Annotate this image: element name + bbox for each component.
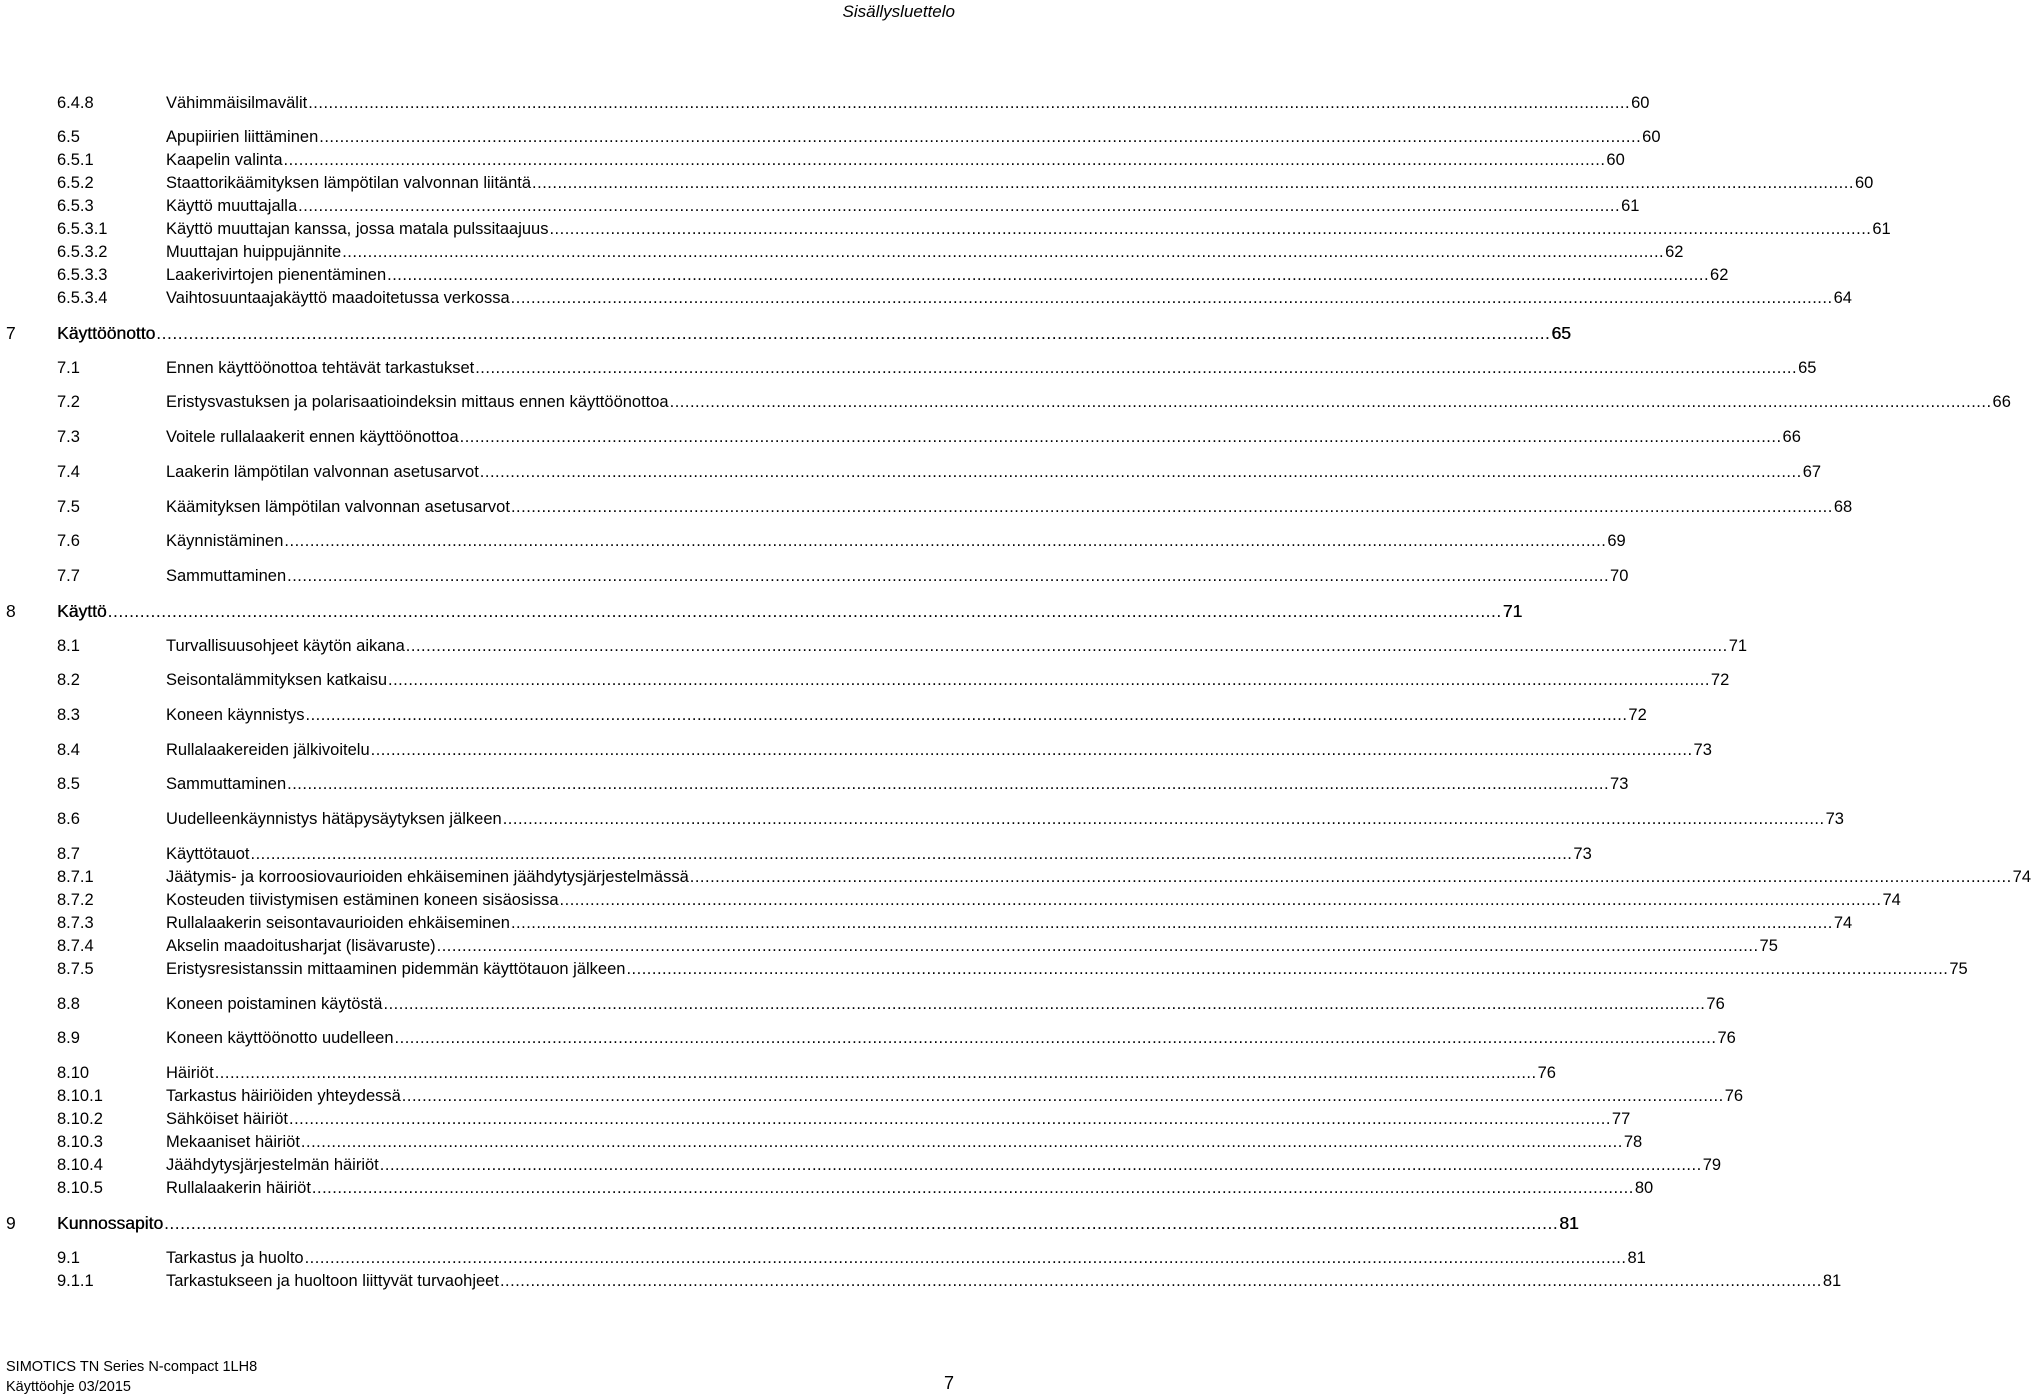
toc-dot-leader: ....................................................................................................................................................................................................................................................................	[394, 1029, 1717, 1047]
toc-entry-line	[166, 704, 1647, 726]
toc-entry-line	[166, 426, 1801, 448]
toc-entry-number: 8.7.5	[57, 960, 94, 978]
toc-entry-line	[166, 635, 1748, 657]
toc-entry-page: 74	[1833, 914, 1853, 932]
toc-dot-leader: ....................................................................................................................................................................................................................................................................	[510, 498, 1833, 516]
toc-entry[interactable]	[0, 426, 1801, 448]
toc-entry-page: 72	[1628, 706, 1647, 724]
toc-entry-page: 75	[1759, 937, 1778, 955]
toc-entry-line	[57, 322, 1571, 344]
toc-entry-line	[166, 530, 1626, 552]
toc-entry-line	[166, 126, 1661, 148]
toc-entry[interactable]	[0, 773, 1629, 795]
toc-entry-page: 76	[1717, 1029, 1736, 1047]
toc-entry-line	[166, 92, 1650, 114]
toc-entry-title: Laakerin lämpötilan valvonnan asetusarvot	[166, 463, 479, 481]
toc-entry[interactable]	[0, 530, 1626, 552]
toc-entry-title: Tarkastus ja huolto	[166, 1249, 304, 1267]
toc-entry[interactable]	[0, 195, 1640, 217]
toc-entry-line	[166, 1108, 1631, 1130]
toc-dot-leader: ....................................................................................................................................................................................................................................................................	[107, 601, 1502, 621]
toc-entry-title: Rullalaakerin seisontavaurioiden ehkäiseminen	[166, 914, 510, 932]
toc-entry[interactable]	[0, 1177, 1654, 1199]
toc-entry-title: Kosteuden tiivistymisen estäminen koneen sisäosissa	[166, 891, 559, 909]
toc-entry-page: 64	[1833, 289, 1852, 307]
toc-entry[interactable]	[0, 739, 1712, 761]
toc-entry-number: 6.5.3	[57, 197, 94, 215]
page-header-title: Sisällysluettelo	[842, 2, 955, 21]
toc-dot-leader: ....................................................................................................................................................................................................................................................................	[300, 1133, 1623, 1151]
toc-entry-number: 9	[6, 1213, 16, 1233]
toc-entry[interactable]	[0, 287, 1852, 309]
toc-entry-page: 77	[1611, 1110, 1631, 1128]
toc-entry-number: 7.2	[57, 393, 80, 411]
toc-entry-number: 8.10.4	[57, 1156, 103, 1174]
toc-dot-leader: ....................................................................................................................................................................................................................................................................	[499, 1272, 1822, 1290]
toc-dot-leader: ....................................................................................................................................................................................................................................................................	[304, 1249, 1627, 1267]
toc-entry[interactable]	[0, 461, 1822, 483]
toc-entry[interactable]	[0, 704, 1647, 726]
toc-dot-leader: ....................................................................................................................................................................................................................................................................	[401, 1087, 1724, 1105]
toc-entry-title: Kaapelin valinta	[166, 151, 283, 169]
toc-entry-line	[166, 241, 1684, 263]
toc-entry-title: Koneen käyttöönotto uudelleen	[166, 1029, 394, 1047]
toc-entry-number: 7.1	[57, 359, 80, 377]
toc-entry-number: 6.5.3.2	[57, 243, 108, 261]
toc-dot-leader: ....................................................................................................................................................................................................................................................................	[510, 914, 1833, 932]
toc-entry-number: 8.3	[57, 706, 80, 724]
toc-entry-title: Seisontalämmityksen katkaisu	[166, 671, 388, 689]
toc-dot-leader: ....................................................................................................................................................................................................................................................................	[388, 671, 1710, 689]
toc-entry-page: 65	[1798, 359, 1817, 377]
toc-entry[interactable]	[0, 218, 1891, 240]
toc-dot-leader: ....................................................................................................................................................................................................................................................................	[559, 891, 1882, 909]
toc-entry-title: Ennen käyttöönottoa tehtävät tarkastukset	[166, 359, 475, 377]
toc-entry-title: Sammuttaminen	[166, 567, 287, 585]
toc-dot-leader: ....................................................................................................................................................................................................................................................................	[383, 995, 1706, 1013]
toc-entry-line	[166, 357, 1817, 379]
toc-entry[interactable]	[0, 391, 2011, 413]
toc-entry-line	[166, 1270, 1842, 1292]
toc-entry[interactable]	[0, 357, 1817, 379]
toc-dot-leader: ....................................................................................................................................................................................................................................................................	[475, 359, 1798, 377]
toc-entry-page: 76	[1537, 1064, 1556, 1082]
toc-entry-line	[166, 218, 1891, 240]
toc-entry[interactable]	[0, 1027, 1736, 1049]
toc-entry-title: Eristysresistanssin mittaaminen pidemmän käyttötauon jälkeen	[166, 960, 626, 978]
toc-entry-title: Käyttö muuttajalla	[166, 197, 298, 215]
toc-entry-page: 62	[1710, 266, 1729, 284]
toc-dot-leader: ....................................................................................................................................................................................................................................................................	[319, 128, 1642, 146]
toc-dot-leader: ....................................................................................................................................................................................................................................................................	[214, 1064, 1537, 1082]
toc-entry[interactable]	[0, 993, 1725, 1015]
toc-entry-page: 61	[1621, 197, 1640, 215]
toc-entry-page: 81	[1559, 1213, 1579, 1233]
toc-entry-line	[166, 669, 1730, 691]
toc-entry-title: Jäätymis- ja korroosiovaurioiden ehkäiseminen jäähdytysjärjestelmässä	[166, 868, 689, 886]
toc-entry[interactable]	[0, 958, 1968, 980]
toc-entry[interactable]	[0, 935, 1778, 957]
toc-dot-leader: ....................................................................................................................................................................................................................................................................	[436, 937, 1759, 955]
toc-dot-leader: ....................................................................................................................................................................................................................................................................	[311, 1179, 1634, 1197]
toc-entry-line	[166, 958, 1968, 980]
toc-entry-title: Laakerivirtojen pienentäminen	[166, 266, 387, 284]
toc-entry-page: 60	[1854, 174, 1874, 192]
toc-entry-number: 6.5.3.4	[57, 289, 108, 307]
toc-entry-page: 66	[1782, 428, 1801, 446]
toc-entry-number: 8.7	[57, 845, 80, 863]
toc-entry-number: 8.5	[57, 775, 80, 793]
toc-entry-line	[166, 461, 1822, 483]
toc-entry-line	[166, 773, 1629, 795]
toc-entry-number: 8.7.4	[57, 937, 94, 955]
toc-entry-title: Vähimmäisilmavälit	[166, 94, 308, 112]
toc-entry[interactable]	[0, 843, 1592, 865]
toc-entry-line	[166, 1131, 1643, 1153]
toc-entry-page: 60	[1606, 151, 1625, 169]
toc-entry-line	[166, 1177, 1654, 1199]
toc-entry-title: Käyttö muuttajan kanssa, jossa matala pulssitaajuus	[166, 220, 549, 238]
toc-entry-number: 6.4.8	[57, 94, 94, 112]
toc-entry[interactable]	[0, 1154, 1722, 1176]
footer-manual-date: Käyttöohje 03/2015	[6, 1379, 131, 1395]
toc-chapter-entry[interactable]	[0, 600, 1523, 622]
toc-entry-line	[166, 808, 1844, 830]
toc-dot-leader: ....................................................................................................................................................................................................................................................................	[405, 637, 1728, 655]
toc-entry-page: 76	[1706, 995, 1725, 1013]
toc-entry[interactable]	[0, 912, 1853, 934]
toc-dot-leader: ....................................................................................................................................................................................................................................................................	[308, 94, 1631, 112]
toc-entry-number: 6.5	[57, 128, 80, 146]
toc-entry[interactable]	[0, 1085, 1744, 1107]
toc-dot-leader: ....................................................................................................................................................................................................................................................................	[502, 810, 1825, 828]
toc-entry-number: 6.5.2	[57, 174, 94, 192]
toc-entry[interactable]	[0, 149, 1625, 171]
toc-entry-page: 68	[1833, 498, 1853, 516]
toc-entry-number: 7.5	[57, 498, 80, 516]
toc-entry-number: 8.1	[57, 637, 80, 655]
toc-entry-line	[57, 1212, 1579, 1234]
toc-dot-leader: ....................................................................................................................................................................................................................................................................	[387, 266, 1710, 284]
toc-dot-leader: ....................................................................................................................................................................................................................................................................	[549, 220, 1872, 238]
toc-entry[interactable]	[0, 172, 1874, 194]
toc-dot-leader: ....................................................................................................................................................................................................................................................................	[459, 428, 1782, 446]
toc-entry-number: 8.7.1	[57, 868, 94, 886]
toc-entry-title: Rullalaakereiden jälkivoitelu	[166, 741, 370, 759]
toc-entry-title: Vaihtosuuntaajakäyttö maadoitetussa verkossa	[166, 289, 510, 307]
toc-entry-page: 60	[1631, 94, 1650, 112]
toc-entry-number: 8.7.3	[57, 914, 94, 932]
toc-dot-leader: ....................................................................................................................................................................................................................................................................	[156, 323, 1551, 343]
toc-entry-page: 67	[1802, 463, 1822, 481]
toc-entry[interactable]	[0, 669, 1730, 691]
toc-entry-page: 75	[1949, 960, 1968, 978]
toc-entry-line	[166, 1062, 1556, 1084]
toc-entry-title: Tarkastus häiriöiden yhteydessä	[166, 1087, 401, 1105]
toc-entry[interactable]	[0, 866, 2031, 888]
toc-entry-title: Häiriöt	[166, 1064, 214, 1082]
toc-entry[interactable]	[0, 1247, 1646, 1269]
toc-entry-page: 71	[1502, 601, 1523, 621]
toc-dot-leader: ....................................................................................................................................................................................................................................................................	[287, 775, 1610, 793]
toc-dot-leader: ....................................................................................................................................................................................................................................................................	[305, 706, 1628, 724]
toc-entry-title: Sähköiset häiriöt	[166, 1110, 288, 1128]
toc-entry-number: 8.2	[57, 671, 80, 689]
toc-entry-title: Käyttötauot	[166, 845, 250, 863]
toc-entry[interactable]	[0, 808, 1844, 830]
toc-entry-line	[166, 935, 1778, 957]
toc-entry-title: Käyttö	[57, 601, 107, 621]
toc-entry-title: Koneen käynnistys	[166, 706, 305, 724]
toc-entry-page: 73	[1693, 741, 1712, 759]
toc-entry-page: 74	[1882, 891, 1901, 909]
toc-entry-page: 61	[1872, 220, 1891, 238]
toc-entry-title: Eristysvastuksen ja polarisaatioindeksin mittaus ennen käyttöönottoa	[166, 393, 669, 411]
toc-entry-page: 73	[1825, 810, 1844, 828]
toc-entry-title: Sammuttaminen	[166, 775, 287, 793]
toc-entry-line	[166, 866, 2031, 888]
toc-entry-number: 7.7	[57, 567, 80, 585]
toc-entry-title: Mekaaniset häiriöt	[166, 1133, 300, 1151]
toc-entry[interactable]	[0, 565, 1629, 587]
toc-entry-number: 8.10.5	[57, 1179, 103, 1197]
toc-entry-title: Kunnossapito	[57, 1213, 164, 1233]
toc-dot-leader: ....................................................................................................................................................................................................................................................................	[250, 845, 1573, 863]
toc-entry-line	[166, 739, 1712, 761]
toc-entry-number: 8.4	[57, 741, 80, 759]
toc-entry-line	[166, 912, 1853, 934]
toc-entry-line	[166, 843, 1592, 865]
toc-entry-number: 6.5.3.1	[57, 220, 108, 238]
toc-entry-number: 6.5.3.3	[57, 266, 108, 284]
toc-entry-line	[166, 287, 1852, 309]
toc-entry-page: 72	[1710, 671, 1730, 689]
toc-entry-title: Tarkastukseen ja huoltoon liittyvät turvaohjeet	[166, 1272, 499, 1290]
toc-entry-number: 7.3	[57, 428, 80, 446]
footer-product: SIMOTICS TN Series N-compact 1LH8	[6, 1359, 258, 1375]
toc-chapter-entry[interactable]	[0, 322, 1571, 344]
toc-entry-number: 8.10.1	[57, 1087, 103, 1105]
toc-dot-leader: ....................................................................................................................................................................................................................................................................	[287, 567, 1610, 585]
toc-entry-page: 70	[1610, 567, 1629, 585]
toc-entry-title: Turvallisuusohjeet käytön aikana	[166, 637, 405, 655]
toc-dot-leader: ....................................................................................................................................................................................................................................................................	[379, 1156, 1702, 1174]
toc-entry-number: 7.4	[57, 463, 80, 481]
toc-entry[interactable]	[0, 889, 1901, 911]
toc-entry-title: Koneen poistaminen käytöstä	[166, 995, 383, 1013]
toc-dot-leader: ....................................................................................................................................................................................................................................................................	[298, 197, 1621, 215]
toc-entry-page: 81	[1822, 1272, 1842, 1290]
toc-entry-number: 9.1	[57, 1249, 80, 1267]
toc-entry-page: 74	[2012, 868, 2031, 886]
toc-entry-line	[166, 1154, 1722, 1176]
toc-entry-page: 66	[1992, 393, 2011, 411]
toc-entry-page: 73	[1573, 845, 1592, 863]
toc-entry[interactable]	[0, 264, 1729, 286]
toc-entry-page: 79	[1702, 1156, 1722, 1174]
toc-dot-leader: ....................................................................................................................................................................................................................................................................	[479, 463, 1802, 481]
toc-entry[interactable]	[0, 126, 1661, 148]
toc-entry-number: 8.9	[57, 1029, 80, 1047]
toc-dot-leader: ....................................................................................................................................................................................................................................................................	[342, 243, 1665, 261]
toc-entry-line	[57, 600, 1523, 622]
toc-entry-title: Apupiirien liittäminen	[166, 128, 319, 146]
toc-dot-leader: ....................................................................................................................................................................................................................................................................	[669, 393, 1992, 411]
toc-entry[interactable]	[0, 496, 1853, 518]
toc-entry-line	[166, 391, 2011, 413]
toc-dot-leader: ....................................................................................................................................................................................................................................................................	[284, 532, 1607, 550]
toc-entry-page: 62	[1665, 243, 1684, 261]
toc-entry-title: Uudelleenkäynnistys hätäpysäytyksen jälkeen	[166, 810, 502, 828]
toc-entry-title: Käämityksen lämpötilan valvonnan asetusarvot	[166, 498, 510, 516]
toc-entry[interactable]	[0, 1062, 1556, 1084]
toc-entry-page: 71	[1728, 637, 1748, 655]
toc-entry-number: 7.6	[57, 532, 80, 550]
toc-entry-page: 76	[1724, 1087, 1744, 1105]
toc-entry-line	[166, 1027, 1736, 1049]
toc-entry-title: Staattorikäämityksen lämpötilan valvonnan liitäntä	[166, 174, 532, 192]
toc-entry-line	[166, 1247, 1646, 1269]
toc-entry-page: 78	[1623, 1133, 1643, 1151]
toc-entry-line	[166, 264, 1729, 286]
toc-entry-number: 8.7.2	[57, 891, 94, 909]
toc-entry-line	[166, 1085, 1744, 1107]
toc-entry-number: 8.10.2	[57, 1110, 103, 1128]
toc-chapter-entry[interactable]	[0, 1212, 1579, 1234]
toc-entry-title: Rullalaakerin häiriöt	[166, 1179, 311, 1197]
toc-entry[interactable]	[0, 1270, 1842, 1292]
toc-entry-line	[166, 496, 1853, 518]
toc-entry-line	[166, 889, 1901, 911]
toc-entry[interactable]	[0, 241, 1684, 263]
toc-entry-number: 8.10.3	[57, 1133, 103, 1151]
toc-entry-number: 8.10	[57, 1064, 90, 1082]
toc-entry-title: Muuttajan huippujännite	[166, 243, 342, 261]
toc-entry[interactable]	[0, 1131, 1643, 1153]
toc-entry-line	[166, 565, 1629, 587]
footer-page-number: 7	[943, 1373, 954, 1393]
toc-entry-page: 60	[1642, 128, 1661, 146]
toc-entry[interactable]	[0, 92, 1650, 114]
toc-entry-title: Voitele rullalaakerit ennen käyttöönottoa	[166, 428, 459, 446]
toc-entry[interactable]	[0, 635, 1748, 657]
toc-entry-title: Käynnistäminen	[166, 532, 284, 550]
toc-dot-leader: ....................................................................................................................................................................................................................................................................	[289, 1110, 1611, 1128]
toc-entry-page: 73	[1610, 775, 1629, 793]
toc-entry-page: 81	[1627, 1249, 1646, 1267]
toc-entry-title: Käyttöönotto	[57, 323, 156, 343]
toc-entry-number: 8	[6, 601, 16, 621]
toc-entry-number: 9.1.1	[57, 1272, 94, 1290]
toc-entry-page: 65	[1551, 323, 1571, 343]
toc-entry-number: 6.5.1	[57, 151, 94, 169]
toc-entry[interactable]	[0, 1108, 1631, 1130]
toc-entry-title: Akselin maadoitusharjat (lisävaruste)	[166, 937, 436, 955]
toc-entry-line	[166, 195, 1640, 217]
toc-entry-number: 7	[6, 323, 16, 343]
toc-entry-page: 69	[1607, 532, 1626, 550]
toc-dot-leader: ....................................................................................................................................................................................................................................................................	[164, 1213, 1559, 1233]
toc-dot-leader: ....................................................................................................................................................................................................................................................................	[283, 151, 1606, 169]
toc-entry-number: 8.6	[57, 810, 80, 828]
toc-entry-line	[166, 172, 1874, 194]
toc-dot-leader: ....................................................................................................................................................................................................................................................................	[626, 960, 1949, 978]
toc-entry-line	[166, 993, 1725, 1015]
toc-dot-leader: ....................................................................................................................................................................................................................................................................	[689, 868, 2012, 886]
toc-entry-number: 8.8	[57, 995, 80, 1013]
toc-entry-page: 80	[1634, 1179, 1654, 1197]
toc-entry-line	[166, 149, 1625, 171]
toc-dot-leader: ....................................................................................................................................................................................................................................................................	[532, 174, 1854, 192]
toc-dot-leader: ....................................................................................................................................................................................................................................................................	[510, 289, 1833, 307]
toc-dot-leader: ....................................................................................................................................................................................................................................................................	[370, 741, 1693, 759]
toc-entry-title: Jäähdytysjärjestelmän häiriöt	[166, 1156, 379, 1174]
